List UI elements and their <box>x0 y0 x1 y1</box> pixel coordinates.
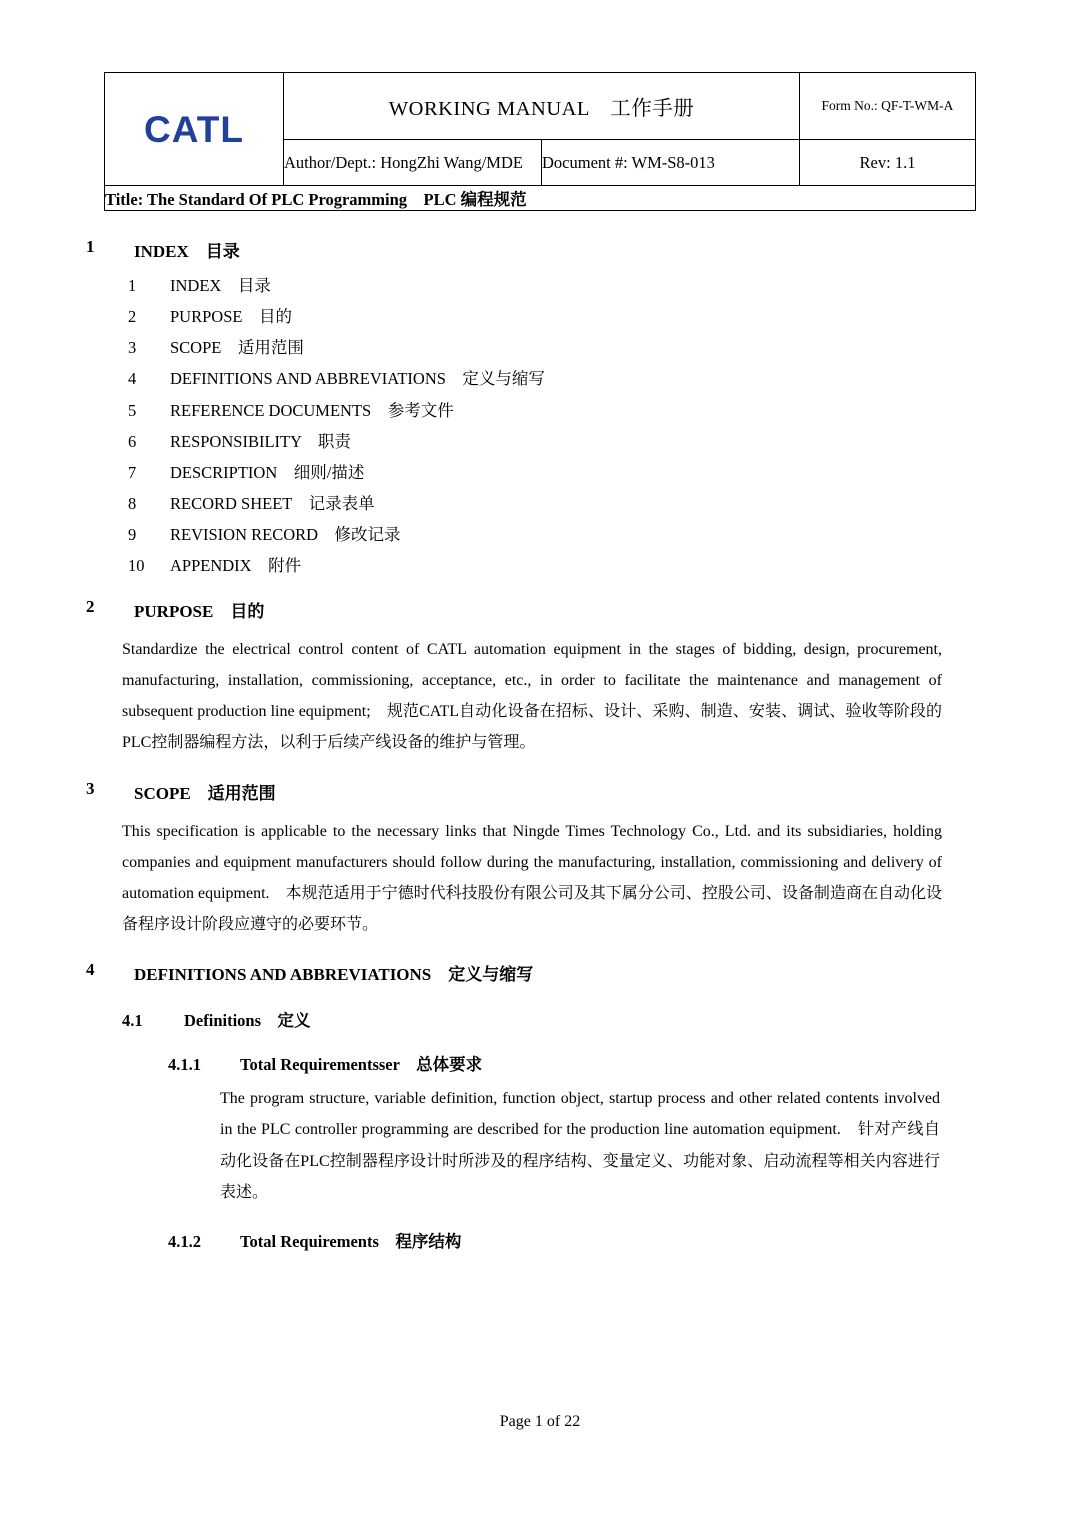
header-row-1 <box>105 73 976 140</box>
document-body <box>70 237 1010 1252</box>
heading-purpose-text: PURPOSE 目的 <box>134 601 265 621</box>
toc-label: REVISION RECORD 修改记录 <box>170 525 401 544</box>
paragraph-total-requirementsser: The program structure, variable definition, function object, startup process and other related contents involved in the PLC controller programming are described for the production line automation equipment. 针对产线自动化设备在PLC控制器程序设计时所涉及的程序结构、变量定义、功能对象、启动流程等相关内容进行表述。 <box>220 1090 940 1201</box>
heading-scope-number: 3 <box>86 778 95 798</box>
toc-label: INDEX 目录 <box>170 276 271 295</box>
toc-number: 4 <box>128 369 137 389</box>
logo-text: CATL <box>144 108 244 150</box>
list-item <box>70 369 1010 390</box>
author-cell: Author/Dept.: HongZhi Wang/MDE <box>284 140 542 186</box>
heading-index-number: 1 <box>86 237 95 256</box>
toc-label: REFERENCE DOCUMENTS 参考文件 <box>170 400 454 420</box>
toc-label: PURPOSE 目的 <box>170 307 292 327</box>
heading-index-text: INDEX 目录 <box>134 242 240 261</box>
paragraph-purpose: Standardize the electrical control content of CATL automation equipment in the stages of bidding, design, procurement, manufacturing, installation, commissioning, acceptance, etc., in order to facilitate the maintenance and management of subsequent production line equipment; 规范CATL自动化设备在招标、设计、采购、制造、安装、调试、验收等阶段的PLC控制器编程方法，以利于后续产线设备的维护与管理。 <box>122 640 942 752</box>
toc-number: 8 <box>128 493 137 513</box>
document-title-cell: Title: The Standard Of PLC Programming PLC 编程规范 <box>105 186 976 211</box>
list-item <box>70 276 1010 297</box>
list-item <box>70 494 1010 515</box>
list-item <box>70 463 1010 484</box>
list-item <box>70 556 1010 577</box>
list-item <box>70 338 1010 359</box>
document-header-table <box>104 72 976 211</box>
heading-definitions-text: DEFINITIONS AND ABBREVIATIONS 定义与缩写 <box>134 965 534 985</box>
toc-number: 1 <box>128 276 137 295</box>
toc-label: RECORD SHEET 记录表单 <box>170 493 375 513</box>
company-logo <box>105 73 284 186</box>
form-number-cell: Form No.: QF-T-WM-A <box>800 73 976 140</box>
page-footer: Page 1 of 22 <box>499 1413 581 1430</box>
toc-label: SCOPE 适用范围 <box>170 338 304 358</box>
toc-label: RESPONSIBILITY 职责 <box>170 431 351 451</box>
revision-cell: Rev: 1.1 <box>800 140 976 186</box>
heading-purpose-number: 2 <box>86 596 95 616</box>
toc-number: 9 <box>128 525 137 544</box>
toc-label: DESCRIPTION 细则/描述 <box>170 462 365 482</box>
heading-411-number: 4.1.1 <box>168 1055 201 1075</box>
toc-number: 6 <box>128 431 137 451</box>
header-row-3 <box>105 186 976 211</box>
heading-index <box>70 237 1010 262</box>
manual-title-cell: WORKING MANUAL 工作手册 <box>284 73 800 140</box>
toc-number: 10 <box>128 556 145 576</box>
table-of-contents <box>70 276 1010 577</box>
toc-label: APPENDIX 附件 <box>170 556 302 576</box>
toc-number: 7 <box>128 462 137 482</box>
list-item <box>70 525 1010 546</box>
heading-412-text: Total Requirements 程序结构 <box>240 1232 462 1251</box>
heading-total-requirementsser <box>168 1051 1010 1075</box>
document-number-cell: Document #: WM-S8-013 <box>542 140 800 186</box>
heading-41-text: Definitions 定义 <box>184 1011 311 1031</box>
toc-number: 2 <box>128 307 137 327</box>
list-item <box>70 307 1010 328</box>
heading-412-number: 4.1.2 <box>168 1232 201 1251</box>
heading-purpose <box>70 597 1010 622</box>
heading-total-requirements <box>168 1228 1010 1252</box>
list-item <box>70 401 1010 422</box>
heading-definitions-sub <box>122 1007 1010 1031</box>
toc-label: DEFINITIONS AND ABBREVIATIONS 定义与缩写 <box>170 369 545 389</box>
heading-41-number: 4.1 <box>122 1011 143 1031</box>
list-item <box>70 432 1010 453</box>
toc-number: 5 <box>128 400 137 420</box>
heading-definitions <box>70 960 1010 985</box>
paragraph-scope: This specification is applicable to the necessary links that Ningde Times Technology Co., Ltd. and its subsidiaries, holding companies and equipment manufacturers should follow during the manufacturing, installation, commissioning and delivery of automation equipment. 本规范适用于宁德时代科技股份有限公司及其下属分公司、控股公司、设备制造商在自动化设备程序设计阶段应遵守的必要环节。 <box>122 822 942 934</box>
heading-scope-text: SCOPE 适用范围 <box>134 783 276 803</box>
heading-definitions-number: 4 <box>86 960 95 980</box>
heading-scope <box>70 779 1010 804</box>
toc-number: 3 <box>128 338 137 358</box>
heading-411-text: Total Requirementsser 总体要求 <box>240 1055 483 1075</box>
